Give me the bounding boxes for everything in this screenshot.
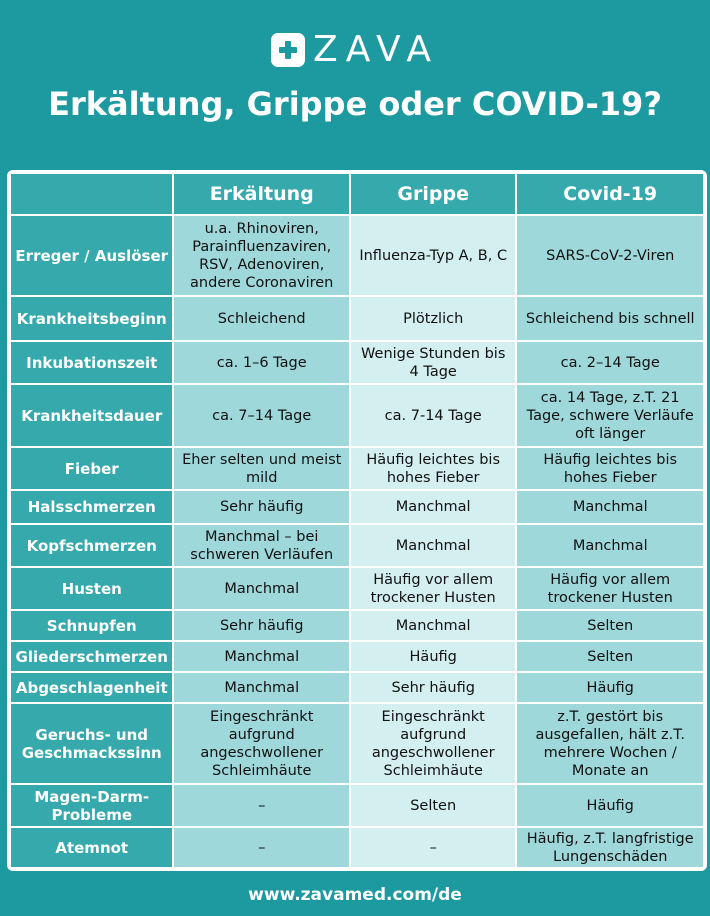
table-cell: Sehr häufig: [350, 672, 516, 703]
table-cell: Manchmal: [173, 567, 350, 610]
row-label: Magen-Darm-Probleme: [10, 784, 173, 827]
table-row: [10, 567, 704, 610]
plus-square-icon: [271, 33, 305, 67]
table-cell: Influenza-Typ A, B, C: [350, 215, 516, 296]
table-row: [10, 384, 704, 447]
page-title: Erkältung, Grippe oder COVID-19?: [48, 85, 662, 123]
table-cell: Manchmal: [350, 610, 516, 641]
table-cell: ca. 7-14 Tage: [350, 384, 516, 447]
table-cell: Manchmal: [350, 524, 516, 567]
table-cell: ca. 14 Tage, z.T. 21 Tage, schwere Verläufe oft länger: [516, 384, 704, 447]
row-label: Kopfschmerzen: [10, 524, 173, 567]
table-row: [10, 296, 704, 341]
row-label: Inkubationszeit: [10, 341, 173, 384]
table-cell: Häufig vor allem trockener Husten: [350, 567, 516, 610]
table-cell: u.a. Rhinoviren, Parainfluenzaviren, RSV, Adenoviren, andere Coronaviren: [173, 215, 350, 296]
comparison-table: [7, 170, 707, 871]
column-header-covid: Covid-19: [516, 173, 704, 215]
table-row: [10, 641, 704, 672]
column-header-grippe: Grippe: [350, 173, 516, 215]
brand-logo: [0, 30, 710, 70]
table-row: [10, 524, 704, 567]
row-label: Husten: [10, 567, 173, 610]
table-cell: Wenige Stunden bis 4 Tage: [350, 341, 516, 384]
row-label: Erreger / Auslöser: [10, 215, 173, 296]
table-row: [10, 490, 704, 524]
table-row: [10, 341, 704, 384]
table-cell: Eingeschränkt aufgrund angeschwollener Schleimhäute: [350, 703, 516, 784]
table-cell: Plötzlich: [350, 296, 516, 341]
table-cell: Manchmal: [173, 641, 350, 672]
table-cell: Häufig: [516, 784, 704, 827]
table-cell: Sehr häufig: [173, 490, 350, 524]
table-cell: ca. 2–14 Tage: [516, 341, 704, 384]
table-cell: Häufig leichtes bis hohes Fieber: [516, 447, 704, 490]
row-label: Abgeschlagenheit: [10, 672, 173, 703]
table-cell: Eingeschränkt aufgrund angeschwollener Schleimhäute: [173, 703, 350, 784]
column-header-erkaeltung: Erkältung: [173, 173, 350, 215]
table-cell: ca. 1–6 Tage: [173, 341, 350, 384]
table-cell: z.T. gestört bis ausgefallen, hält z.T. mehrere Wochen / Monate an: [516, 703, 704, 784]
table-cell: –: [173, 784, 350, 827]
table-row: [10, 447, 704, 490]
table-cell: Häufig vor allem trockener Husten: [516, 567, 704, 610]
row-label: Gliederschmerzen: [10, 641, 173, 672]
table-cell: ca. 7–14 Tage: [173, 384, 350, 447]
table-cell: Schleichend: [173, 296, 350, 341]
footer-url: www.zavamed.com/de: [248, 885, 462, 905]
table-cell: –: [350, 827, 516, 868]
table-cell: Manchmal: [350, 490, 516, 524]
row-label: Schnupfen: [10, 610, 173, 641]
table-cell: Sehr häufig: [173, 610, 350, 641]
table-row: [10, 703, 704, 784]
row-label: Halsschmerzen: [10, 490, 173, 524]
table-cell: Selten: [350, 784, 516, 827]
row-label: Geruchs- und Geschmackssinn: [10, 703, 173, 784]
row-label: Atemnot: [10, 827, 173, 868]
table-cell: Häufig: [350, 641, 516, 672]
row-label: Krankheitsdauer: [10, 384, 173, 447]
table-cell: Manchmal: [516, 490, 704, 524]
table-row: [10, 610, 704, 641]
brand-name: ZAVA: [313, 29, 439, 70]
table-cell: SARS-CoV-2-Viren: [516, 215, 704, 296]
table-cell: Häufig: [516, 672, 704, 703]
table-row: [10, 827, 704, 868]
table-cell: –: [173, 827, 350, 868]
table-header-corner: [10, 173, 173, 215]
table-row: [10, 784, 704, 827]
table-cell: Manchmal – bei schweren Verläufen: [173, 524, 350, 567]
table-cell: Häufig leichtes bis hohes Fieber: [350, 447, 516, 490]
table-cell: Eher selten und meist mild: [173, 447, 350, 490]
row-label: Krankheitsbeginn: [10, 296, 173, 341]
table-cell: Manchmal: [173, 672, 350, 703]
table-row: [10, 215, 704, 296]
row-label: Fieber: [10, 447, 173, 490]
table-cell: Selten: [516, 610, 704, 641]
table-cell: Selten: [516, 641, 704, 672]
table-cell: Manchmal: [516, 524, 704, 567]
table-cell: Häufig, z.T. langfristige Lungenschäden: [516, 827, 704, 868]
table-cell: Schleichend bis schnell: [516, 296, 704, 341]
table-header-row: [10, 173, 704, 215]
table-row: [10, 672, 704, 703]
